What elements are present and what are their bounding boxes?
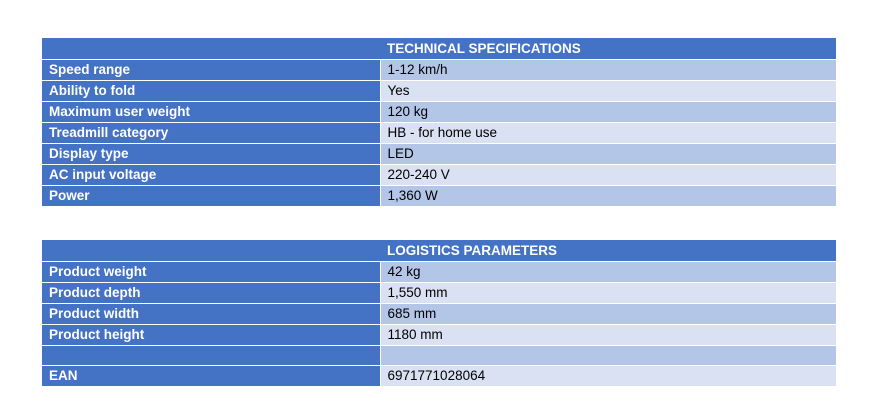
technical-specifications-table	[42, 38, 836, 206]
table-row-empty	[42, 346, 836, 366]
header-empty-cell	[42, 38, 380, 60]
row-value: HB - for home use	[380, 123, 836, 144]
table-row	[42, 60, 836, 81]
row-label: Maximum user weight	[42, 102, 380, 123]
table-row	[42, 165, 836, 186]
row-value: 1-12 km/h	[380, 60, 836, 81]
table-row	[42, 102, 836, 123]
row-label: Product depth	[42, 283, 380, 304]
table-title: LOGISTICS PARAMETERS	[380, 240, 836, 262]
table-row	[42, 283, 836, 304]
row-value: 6971771028064	[380, 366, 836, 387]
row-label: Speed range	[42, 60, 380, 81]
table-title: TECHNICAL SPECIFICATIONS	[380, 38, 836, 60]
row-value: 685 mm	[380, 304, 836, 325]
logistics-parameters-table	[42, 240, 836, 386]
row-value: Yes	[380, 81, 836, 102]
table-row	[42, 81, 836, 102]
row-value	[380, 346, 836, 366]
row-label: Product weight	[42, 262, 380, 283]
row-label: Product height	[42, 325, 380, 346]
row-label: Display type	[42, 144, 380, 165]
row-value: LED	[380, 144, 836, 165]
row-value: 1,550 mm	[380, 283, 836, 304]
table-row	[42, 304, 836, 325]
row-value: 120 kg	[380, 102, 836, 123]
table-header-row	[42, 38, 836, 60]
table-row	[42, 366, 836, 387]
table-row	[42, 262, 836, 283]
row-value: 1180 mm	[380, 325, 836, 346]
table-header-row	[42, 240, 836, 262]
table-row	[42, 325, 836, 346]
row-label: Treadmill category	[42, 123, 380, 144]
row-label: Power	[42, 186, 380, 207]
row-label	[42, 346, 380, 366]
row-value: 42 kg	[380, 262, 836, 283]
row-label: EAN	[42, 366, 380, 387]
table-row	[42, 123, 836, 144]
row-label: Product width	[42, 304, 380, 325]
table-row	[42, 144, 836, 165]
row-label: AC input voltage	[42, 165, 380, 186]
row-value: 1,360 W	[380, 186, 836, 207]
table-row	[42, 186, 836, 207]
header-empty-cell	[42, 240, 380, 262]
row-value: 220-240 V	[380, 165, 836, 186]
row-label: Ability to fold	[42, 81, 380, 102]
